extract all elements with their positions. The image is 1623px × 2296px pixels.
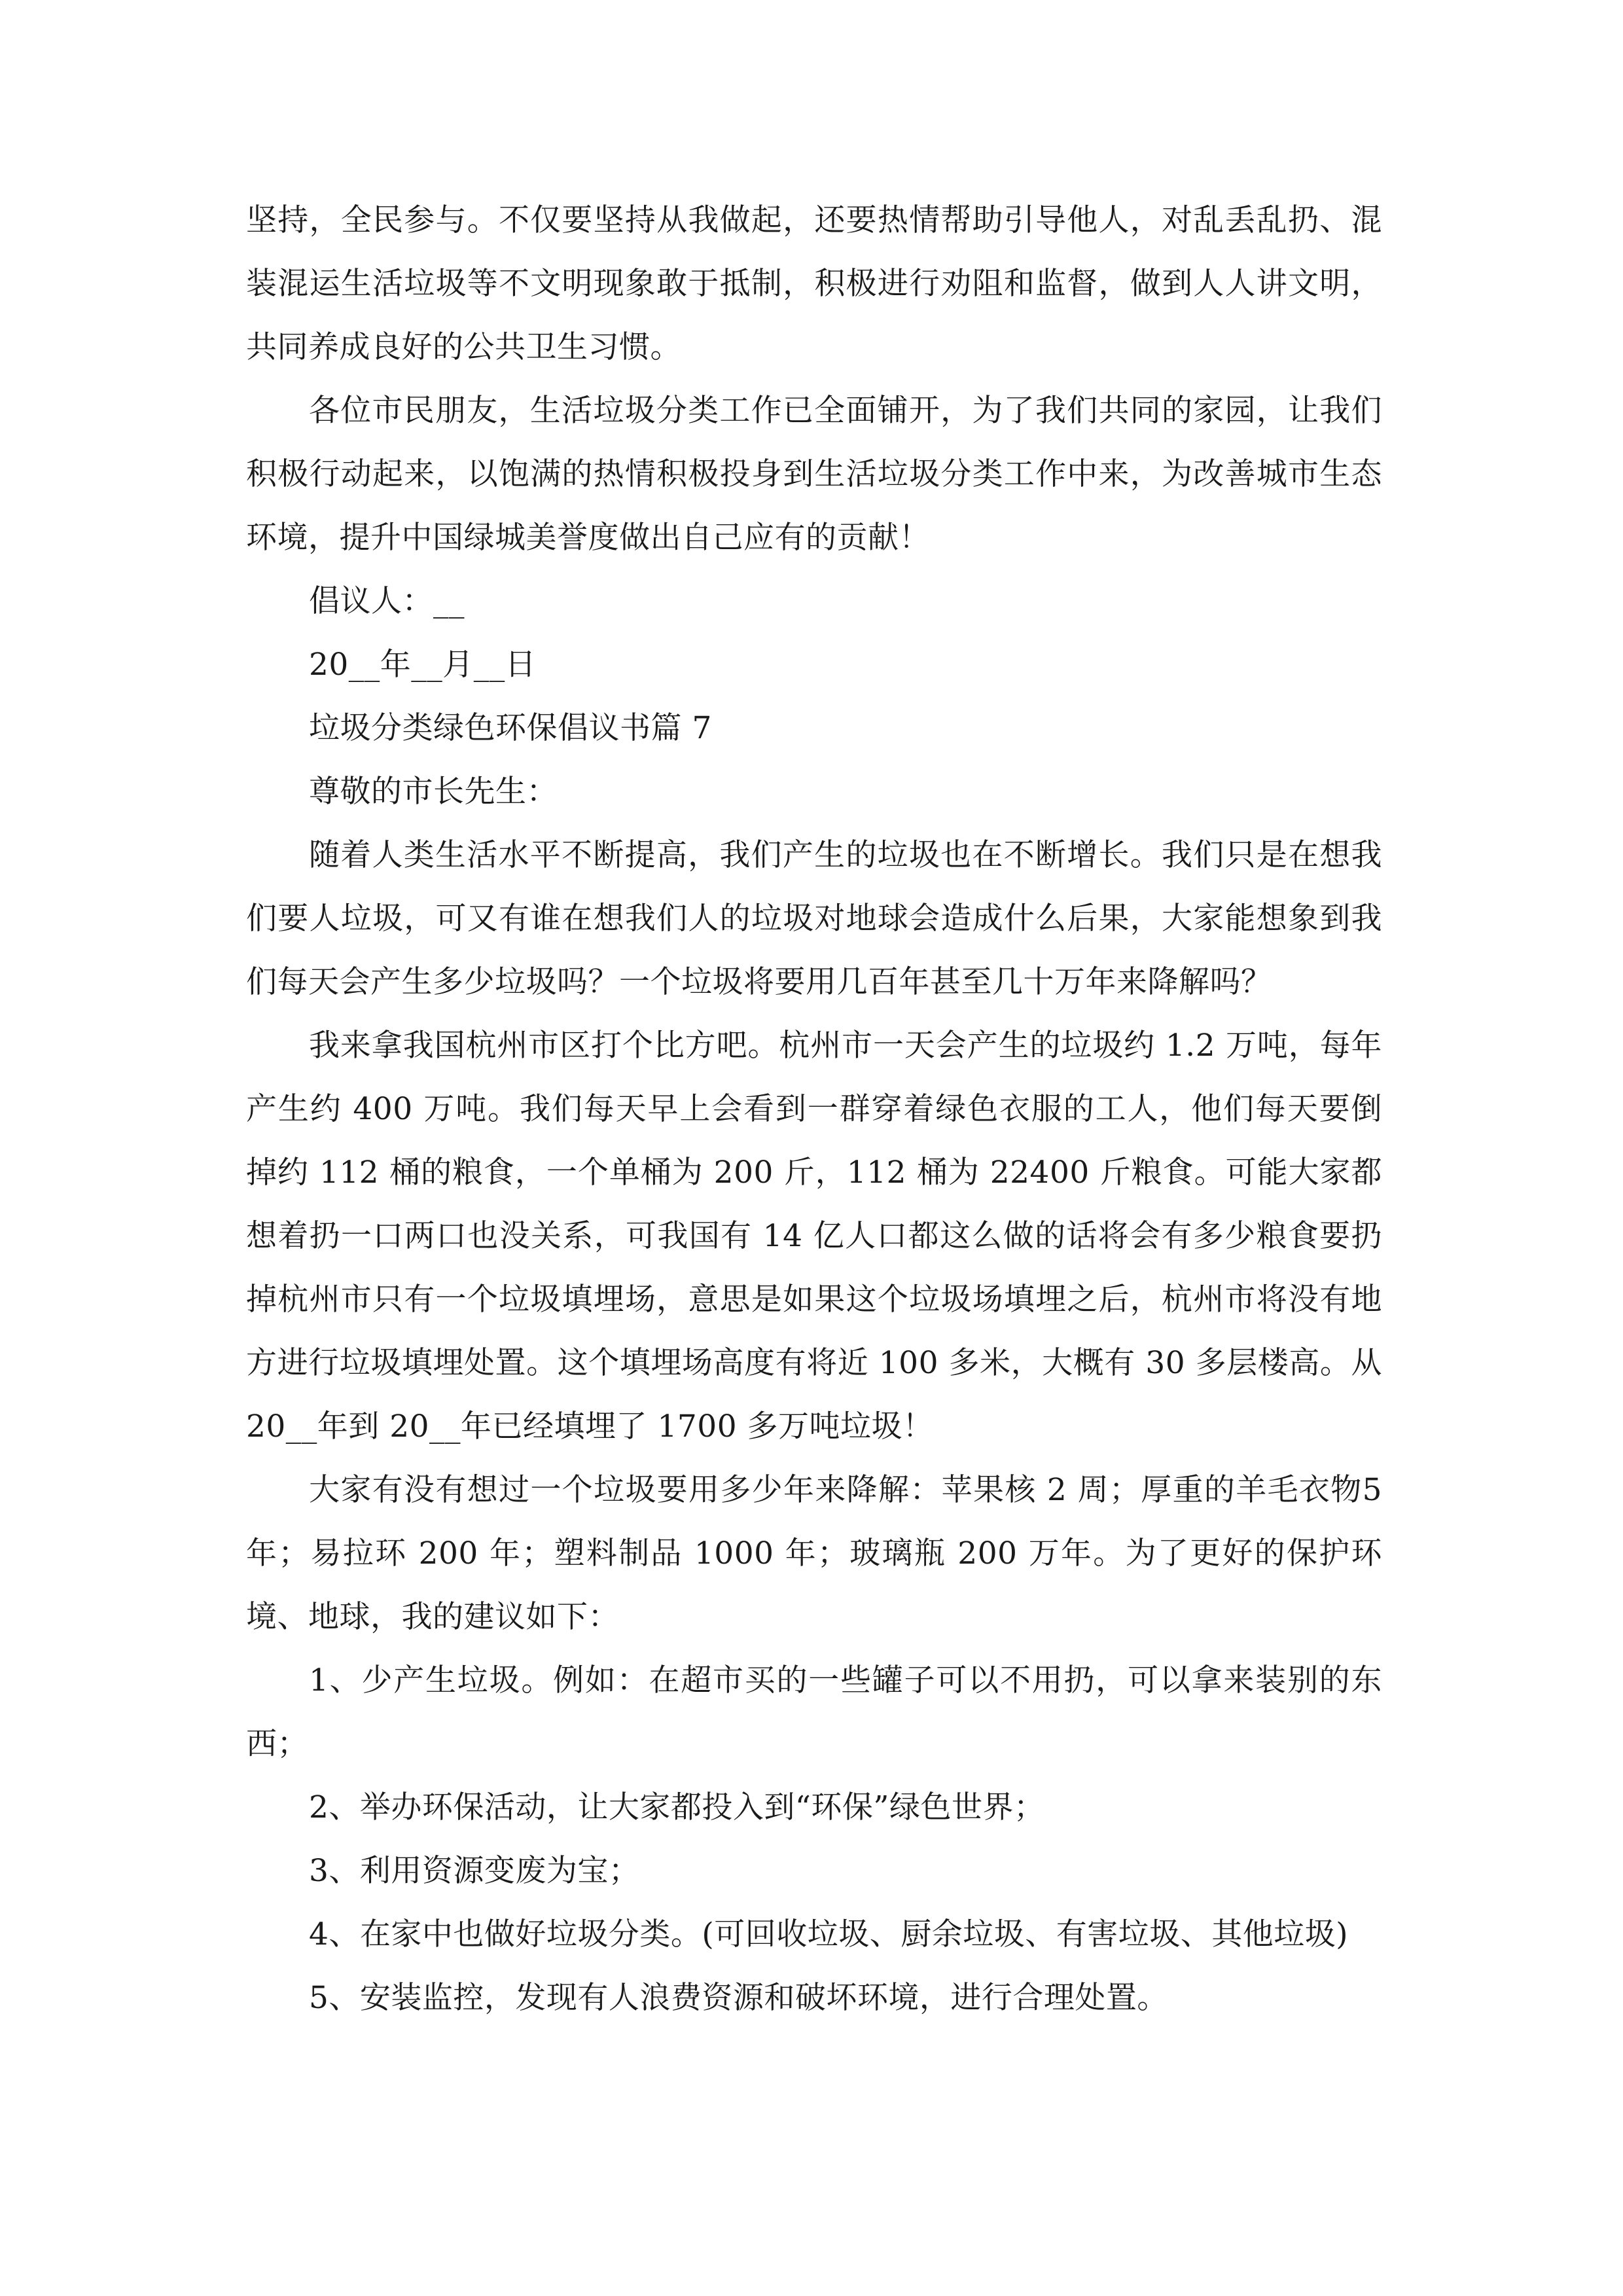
- salutation: 尊敬的市长先生：: [309, 774, 558, 810]
- suggestion-item: 5、安装监控，发现有人浪费资源和破坏环境，进行合理处置。: [309, 1980, 1168, 2016]
- section-title: 垃圾分类绿色环保倡议书篇 7: [309, 710, 712, 746]
- paragraph-degradation: 大家有没有想过一个垃圾要用多少年来降解：苹果核 2 周；厚重的羊毛衣物5 年；易拉环 200 年；塑料制品 1000 年；玻璃瓶 200 万年。为了更好的保护环境、地球，我的建议如下：: [246, 1472, 1382, 1635]
- date-line: 20__年__月__日: [309, 647, 537, 683]
- suggestion-item: 4、在家中也做好垃圾分类。(可回收垃圾、厨余垃圾、有害垃圾、其他垃圾): [309, 1916, 1349, 1952]
- paragraph-appeal: 各位市民朋友，生活垃圾分类工作已全面铺开，为了我们共同的家园，让我们积极行动起来，以饱满的热情积极投身到生活垃圾分类工作中来，为改善城市生态环境，提升中国绿城美誉度做出自己应有的贡献！: [246, 393, 1382, 556]
- paragraph-intro: 随着人类生活水平不断提高，我们产生的垃圾也在不断增长。我们只是在想我们要人垃圾，可又有谁在想我们人的垃圾对地球会造成什么后果，大家能想象到我们每天会产生多少垃圾吗？一个垃圾将要用几百年甚至几十万年来降解吗？: [246, 837, 1382, 1000]
- signatory-line: 倡议人：__: [309, 583, 465, 619]
- suggestion-item: 3、利用资源变废为宝；: [309, 1853, 640, 1889]
- suggestion-item: 2、举办环保活动，让大家都投入到“环保”绿色世界；: [309, 1789, 1045, 1825]
- suggestion-item: 1、少产生垃圾。例如：在超市买的一些罐子可以不用扔，可以拿来装别的东西；: [246, 1662, 1382, 1762]
- paragraph-hangzhou: 我来拿我国杭州市区打个比方吧。杭州市一天会产生的垃圾约 1.2 万吨，每年产生约 400 万吨。我们每天早上会看到一群穿着绿色衣服的工人，他们每天要倒掉约 112 桶的粮食，一个单桶为 200 斤，112 桶为 22400 斤粮食。可能大家都想着扔一口两口也没关系，可我国有 14 亿人口都这么做的话将会有多少粮食要扔掉杭州市只有一个垃圾填埋场，意思是如果这个垃圾场填埋之后，杭州市将没有地方进行垃圾填埋处置。这个填埋场高度有将近 100 多米，大概有 30 多层楼高。从 20__年到 20__年已经填埋了 1700 多万吨垃圾！: [246, 1028, 1382, 1444]
- document-page: [246, 188, 1382, 2030]
- paragraph-continuation: 坚持，全民参与。不仅要坚持从我做起，还要热情帮助引导他人，对乱丢乱扔、混装混运生活垃圾等不文明现象敢于抵制，积极进行劝阻和监督，做到人人讲文明，共同养成良好的公共卫生习惯。: [246, 202, 1382, 365]
